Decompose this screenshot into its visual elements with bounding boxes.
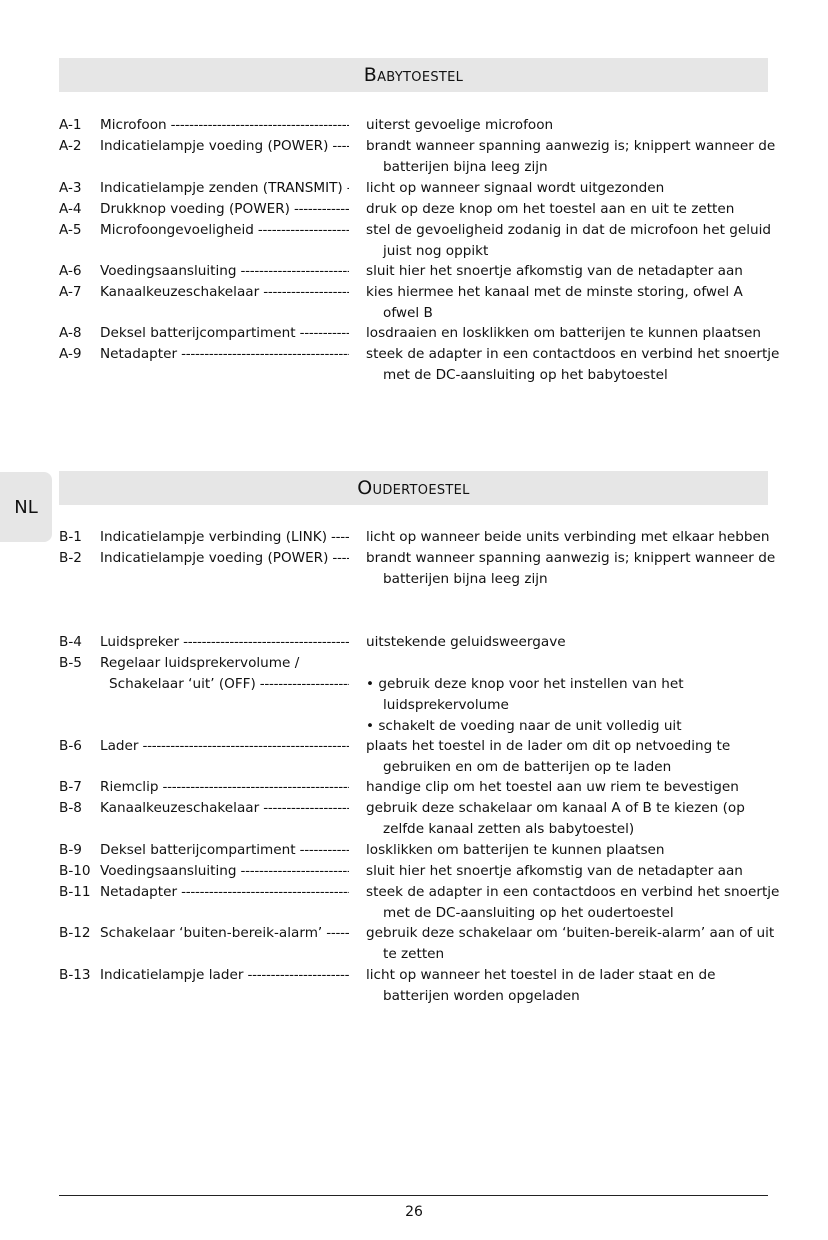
part-label xyxy=(100,798,349,819)
part-label xyxy=(100,115,349,136)
description-line: licht op wanneer signaal wordt uitgezonden xyxy=(366,180,665,196)
part-description xyxy=(366,261,771,282)
description-line: stel de gevoeligheid zodanig in dat de microfoon het geluid xyxy=(366,222,772,238)
part-description xyxy=(366,840,771,861)
part-code: A-7 xyxy=(59,284,82,300)
page-number: 26 xyxy=(405,1204,423,1220)
part-label-text: Deksel batterijcompartiment xyxy=(100,842,296,858)
part-description xyxy=(366,798,771,840)
part-label xyxy=(100,736,349,757)
part-description xyxy=(366,882,780,924)
part-code: B-8 xyxy=(59,800,82,816)
language-tab: NL xyxy=(0,472,52,542)
part-label-text: Schakelaar ‘buiten-bereik-alarm’ xyxy=(100,925,323,941)
part-label xyxy=(100,178,349,199)
part-code: A-8 xyxy=(59,325,82,341)
part-code: B-6 xyxy=(59,738,82,754)
leader-dots xyxy=(260,674,349,695)
part-label xyxy=(100,344,349,365)
description-line: handige clip om het toestel aan uw riem te bevestigen xyxy=(366,779,739,795)
part-code: A-5 xyxy=(59,222,82,238)
description-line: sluit hier het snoertje afkomstig van de netadapter aan xyxy=(366,263,743,279)
description-line: steek de adapter in een contactdoos en verbind het snoertje xyxy=(366,884,780,900)
part-code: B-7 xyxy=(59,779,82,795)
description-line: te zetten xyxy=(383,946,445,962)
leader-dots xyxy=(171,115,349,136)
part-label xyxy=(100,861,349,882)
part-description xyxy=(366,136,776,178)
description-line: gebruiken en om de batterijen op te laden xyxy=(383,759,672,775)
part-label-text: Indicatielampje voeding (POWER) xyxy=(100,138,329,154)
part-code: B-9 xyxy=(59,842,82,858)
description-line: met de DC-aansluiting op het babytoestel xyxy=(383,367,668,383)
part-code: A-1 xyxy=(59,117,82,133)
part-label xyxy=(100,220,349,241)
part-label-text: Indicatielampje zenden (TRANSMIT) xyxy=(100,180,343,196)
part-code: A-3 xyxy=(59,180,82,196)
leader-dots xyxy=(294,199,349,220)
part-label xyxy=(100,136,349,157)
description-line: licht op wanneer beide units verbinding met elkaar hebben xyxy=(366,529,770,545)
leader-dots xyxy=(241,261,349,282)
part-description xyxy=(366,115,771,136)
part-label-text: Microfoongevoeligheid xyxy=(100,222,254,238)
part-label-text: Netadapter xyxy=(100,884,178,900)
leader-dots xyxy=(162,777,349,798)
part-description xyxy=(366,323,771,344)
part-label xyxy=(100,282,349,303)
description-line: sluit hier het snoertje afkomstig van de netadapter aan xyxy=(366,863,743,879)
part-code: A-2 xyxy=(59,138,82,154)
part-label-text: Indicatielampje lader xyxy=(100,967,244,983)
description-line: gebruik deze schakelaar om kanaal A of B te kiezen (op xyxy=(366,800,745,816)
part-description xyxy=(366,861,771,882)
description-line: brandt wanneer spanning aanwezig is; knippert wanneer de xyxy=(366,550,776,566)
description-line: licht op wanneer het toestel in de lader staat en de xyxy=(366,967,716,983)
leader-dots xyxy=(247,965,349,986)
part-label xyxy=(100,923,349,944)
part-description xyxy=(366,736,771,778)
part-description xyxy=(366,178,771,199)
description-line: uitstekende geluidsweergave xyxy=(366,634,566,650)
part-code: A-6 xyxy=(59,263,82,279)
part-description xyxy=(366,674,771,737)
description-line: luidsprekervolume xyxy=(383,697,509,713)
part-label xyxy=(100,653,349,674)
description-line: losklikken om batterijen te kunnen plaatsen xyxy=(366,842,665,858)
description-line: batterijen bijna leeg zijn xyxy=(383,159,548,175)
description-line: met de DC-aansluiting op het oudertoestel xyxy=(383,905,674,921)
description-line: brandt wanneer spanning aanwezig is; knippert wanneer de xyxy=(366,138,776,154)
part-label-text: Netadapter xyxy=(100,346,178,362)
description-line: batterijen bijna leeg zijn xyxy=(383,571,548,587)
section-header-oudertoestel: Oudertoestel xyxy=(59,471,768,505)
part-description xyxy=(366,548,776,590)
part-label-text: Kanaalkeuzeschakelaar xyxy=(100,800,260,816)
part-description xyxy=(366,923,775,965)
leader-dots xyxy=(326,923,349,944)
part-label-text: Luidspreker xyxy=(100,634,180,650)
part-label xyxy=(100,632,349,653)
description-line: gebruik deze schakelaar om ‘buiten-bereik-alarm’ aan of uit xyxy=(366,925,775,941)
description-line: kies hiermee het kanaal met de minste storing, ofwel A xyxy=(366,284,743,300)
leader-dots xyxy=(300,323,349,344)
part-label-text: Kanaalkeuzeschakelaar xyxy=(100,284,260,300)
part-label-text: Deksel batterijcompartiment xyxy=(100,325,296,341)
part-description xyxy=(366,282,771,324)
part-label-text: Indicatielampje verbinding (LINK) xyxy=(100,529,328,545)
description-line: plaats het toestel in de lader om dit op netvoeding te xyxy=(366,738,731,754)
description-line: steek de adapter in een contactdoos en verbind het snoertje xyxy=(366,346,780,362)
leader-dots xyxy=(263,798,349,819)
leader-dots xyxy=(263,282,349,303)
part-description xyxy=(366,220,771,262)
part-label xyxy=(100,261,349,282)
leader-dots xyxy=(258,220,349,241)
part-label xyxy=(100,882,349,903)
description-line: losdraaien en losklikken om batterijen te kunnen plaatsen xyxy=(366,325,761,341)
part-label-text: Lader xyxy=(100,738,139,754)
description-line: • gebruik deze knop voor het instellen van het xyxy=(366,676,684,692)
description-line: batterijen worden opgeladen xyxy=(383,988,580,1004)
part-label-text: Voedingsaansluiting xyxy=(100,863,237,879)
leader-dots xyxy=(332,548,349,569)
part-code: B-12 xyxy=(59,925,91,941)
part-description xyxy=(366,527,771,548)
part-label xyxy=(100,323,349,344)
part-label-text: Drukknop voeding (POWER) xyxy=(100,201,290,217)
part-label-text: Regelaar luidsprekervolume / xyxy=(100,655,300,671)
description-line: ofwel B xyxy=(383,305,433,321)
part-code: A-4 xyxy=(59,201,82,217)
part-description xyxy=(366,199,771,220)
part-code: B-11 xyxy=(59,884,91,900)
part-code: B-13 xyxy=(59,967,91,983)
footer-divider xyxy=(59,1195,768,1196)
part-description xyxy=(366,777,771,798)
part-code: A-9 xyxy=(59,346,82,362)
part-label xyxy=(109,674,349,695)
leader-dots xyxy=(143,736,350,757)
part-label-text: Schakelaar ‘uit’ (OFF) xyxy=(109,676,256,692)
part-label xyxy=(100,777,349,798)
part-code: B-4 xyxy=(59,634,82,650)
part-description xyxy=(366,632,771,653)
part-label-text: Voedingsaansluiting xyxy=(100,263,237,279)
leader-dots xyxy=(181,344,349,365)
section-header-babytoestel: Babytoestel xyxy=(59,58,768,92)
part-label xyxy=(100,199,349,220)
description-line: • schakelt de voeding naar de unit volledig uit xyxy=(366,718,682,734)
description-line: zelfde kanaal zetten als babytoestel) xyxy=(383,821,635,837)
description-line: druk op deze knop om het toestel aan en uit te zetten xyxy=(366,201,735,217)
part-description xyxy=(366,344,780,386)
part-label xyxy=(100,548,349,569)
leader-dots xyxy=(300,840,349,861)
part-label-text: Indicatielampje voeding (POWER) xyxy=(100,550,329,566)
part-label-text: Riemclip xyxy=(100,779,159,795)
part-label-text: Microfoon xyxy=(100,117,167,133)
part-code: B-2 xyxy=(59,550,82,566)
part-description xyxy=(366,965,771,1007)
part-code: B-10 xyxy=(59,863,91,879)
part-code: B-5 xyxy=(59,655,82,671)
part-label xyxy=(100,527,349,548)
part-code: B-1 xyxy=(59,529,82,545)
leader-dots xyxy=(347,178,349,199)
leader-dots xyxy=(331,527,349,548)
part-label xyxy=(100,965,349,986)
leader-dots xyxy=(332,136,349,157)
description-line: juist nog oppikt xyxy=(383,243,489,259)
leader-dots xyxy=(241,861,349,882)
description-line: uiterst gevoelige microfoon xyxy=(366,117,554,133)
part-label xyxy=(100,840,349,861)
leader-dots xyxy=(181,882,349,903)
leader-dots xyxy=(183,632,349,653)
